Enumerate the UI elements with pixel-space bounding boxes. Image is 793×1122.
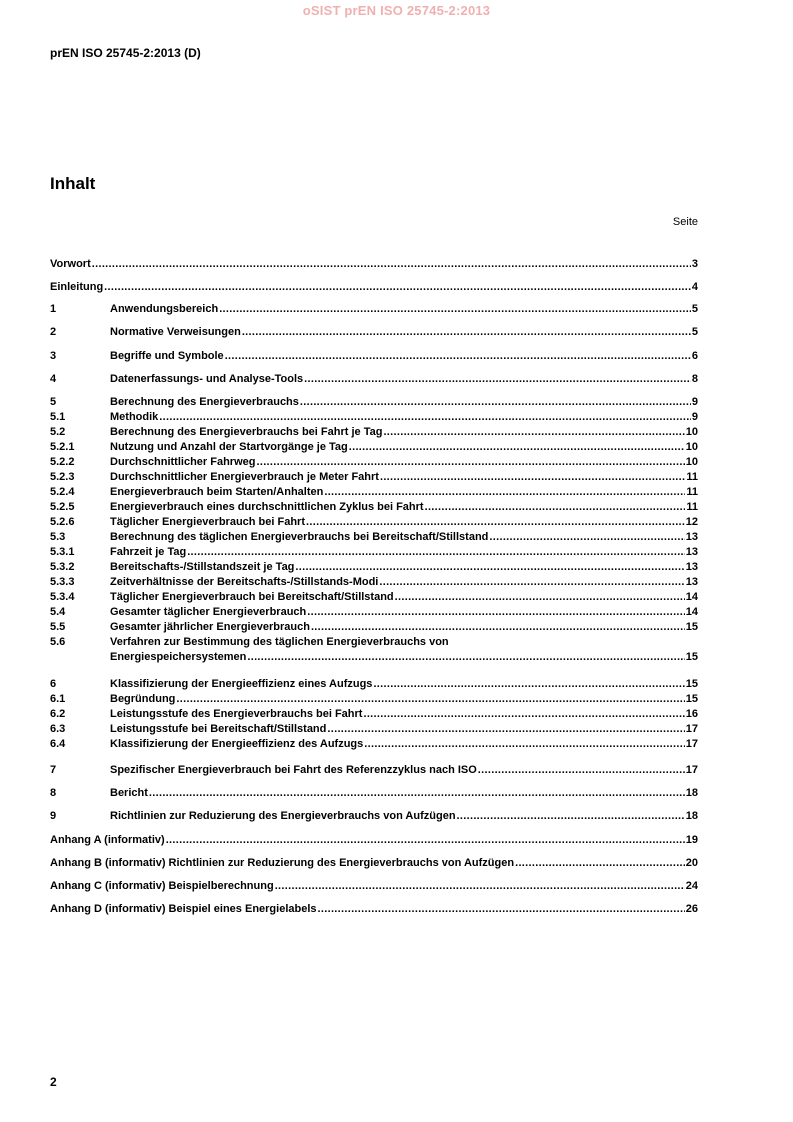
toc-entry-leader [110,396,698,409]
toc-entry-page: 8 [691,373,698,385]
toc-entry-label: Methodik [110,411,159,423]
dot-leader [242,326,691,339]
toc-entry-leader [110,708,698,721]
toc-entry-number: 6.2 [50,708,66,720]
toc-entry[interactable] [50,326,698,339]
toc-entry-leader [50,880,698,893]
dot-leader [92,258,691,271]
dot-leader [304,373,691,386]
toc-entry-leader [50,281,698,294]
page-title: Inhalt [50,174,96,193]
toc-entry-number: 1 [50,303,57,315]
dot-leader [364,738,684,751]
dot-leader [363,708,684,721]
dot-leader [187,546,685,559]
toc-entry-leader [110,576,698,589]
toc-entry-page: 11 [686,486,698,498]
toc-entry-number: 6.3 [50,723,66,735]
dot-leader [225,350,691,363]
toc-entry-page: 6 [691,350,698,362]
toc-entry[interactable] [50,606,698,619]
toc-entry[interactable] [50,857,698,870]
dot-leader [300,396,691,409]
toc-entry-label: Gesamter täglicher Energieverbrauch [110,606,307,618]
toc-entry-label: Begründung [110,693,176,705]
toc-entry-number: 5.2.5 [50,501,75,513]
toc-entry[interactable] [50,396,698,409]
toc-entry[interactable] [50,516,698,529]
toc-entry-page: 11 [686,501,698,513]
toc-entry-number: 6.4 [50,738,66,750]
toc-entry-label: Bereitschafts-/Stillstandszeit je Tag [110,561,295,573]
toc-entry-leader [110,373,698,386]
toc-entry[interactable] [50,693,698,706]
toc-entry-page: 15 [685,693,698,705]
toc-entry[interactable] [50,471,698,484]
toc-entry-leader [110,501,698,514]
toc-entry-leader [110,411,698,424]
toc-entry-leader [110,764,698,777]
document-identifier: prEN ISO 25745-2:2013 (D) [50,46,201,60]
toc-entry[interactable] [50,350,698,363]
toc-entry-label: Leistungsstufe bei Bereitschaft/Stillstand [110,723,327,735]
toc-entry[interactable] [50,621,698,634]
toc-entry-label: Einleitung [50,281,104,293]
toc-entry-page: 10 [685,456,698,468]
dot-leader [318,903,685,916]
toc-entry-label: Datenerfassungs- und Analyse-Tools [110,373,304,385]
toc-entry-number: 6.1 [50,693,66,705]
toc-entry[interactable] [50,723,698,736]
toc-entry-page: 10 [685,441,698,453]
toc-entry-label: Täglicher Energieverbrauch bei Fahrt [110,516,306,528]
toc-entry-number: 5.1 [50,411,66,423]
toc-entry-leader [110,787,698,800]
toc-entry-number: 5 [50,396,57,408]
toc-entry-page: 9 [691,396,698,408]
toc-entry-label: Klassifizierung der Energieeffizienz eines Aufzugs [110,678,373,690]
toc-entry-label: Bericht [110,787,148,799]
toc-entry-label: Gesamter jährlicher Energieverbrauch [110,621,310,633]
page-column-header: Seite [672,216,698,228]
toc-entry-page: 10 [685,426,698,438]
toc-entry-label: Berechnung des Energieverbrauchs bei Fahrt je Tag [110,426,383,438]
dot-leader [478,764,685,777]
toc-entry-leader [110,456,698,469]
toc-entry-label: Anhang D (informativ) Beispiel eines Energielabels [50,903,317,915]
toc-entry-number: 2 [50,326,57,338]
toc-entry-page: 16 [685,708,698,720]
toc-entry-leader [110,621,698,634]
dot-leader [489,531,684,544]
toc-entry-leader [110,426,698,439]
toc-entry-page: 15 [685,621,698,633]
toc-entry[interactable] [50,258,698,271]
toc-entry-leader [110,651,698,664]
toc-entry-page: 17 [685,738,698,750]
dot-leader [373,678,684,691]
toc-entry-leader [110,350,698,363]
dot-leader [395,591,685,604]
toc-entry-page: 9 [691,411,698,423]
dot-leader [380,471,685,484]
toc-entry[interactable] [50,531,698,544]
toc-entry-page: 14 [685,606,698,618]
toc-entry-leader [110,561,698,574]
toc-entry-label: Durchschnittlicher Energieverbrauch je Meter Fahrt [110,471,379,483]
toc-entry[interactable] [50,411,698,424]
dot-leader [104,281,691,294]
toc-entry-number: 3 [50,350,57,362]
toc-entry[interactable] [50,441,698,454]
toc-entry-leader [110,303,698,316]
toc-entry-label: Spezifischer Energieverbrauch bei Fahrt des Referenzzyklus nach ISO [110,764,477,776]
toc-entry[interactable] [50,764,698,777]
toc-entry-leader [110,531,698,544]
dot-leader [327,723,684,736]
toc-entry[interactable] [50,303,698,316]
toc-entry-number: 5.5 [50,621,66,633]
toc-entry-leader [50,857,698,870]
toc-entry-number: 7 [50,764,57,776]
dot-leader [166,834,685,847]
dot-leader [247,651,684,664]
toc-entry-number: 5.3 [50,531,66,543]
dot-leader [219,303,691,316]
dot-leader [159,411,691,424]
toc-entry[interactable] [50,636,698,663]
toc-entry[interactable] [50,591,698,604]
toc-entry[interactable] [50,546,698,559]
dot-leader [425,501,686,514]
toc-entry-number: 5.2.6 [50,516,75,528]
toc-entry-page: 13 [685,546,698,558]
toc-entry[interactable] [50,456,698,469]
toc-entry-label: Begriffe und Symbole [110,350,224,362]
toc-entry-page: 11 [686,471,698,483]
toc-entry-page: 15 [685,651,698,663]
toc-entry-leader [110,516,698,529]
dot-leader [295,561,684,574]
toc-entry-label: Anhang A (informativ) [50,834,165,846]
toc-entry[interactable] [50,501,698,514]
toc-entry-page: 26 [685,903,698,915]
toc-entry-label: Anhang C (informativ) Beispielberechnung [50,880,274,892]
toc-entry-page: 24 [685,880,698,892]
toc-entry-label: Normative Verweisungen [110,326,241,338]
toc-entry-leader [110,441,698,454]
toc-entry-page: 13 [685,576,698,588]
toc-entry[interactable] [50,738,698,751]
toc-entry-label: Täglicher Energieverbrauch bei Bereitschaft/Stillstand [110,591,394,603]
toc-entry-label: Verfahren zur Bestimmung des täglichen Energieverbrauchs von [110,636,449,648]
toc-entry-page: 14 [685,591,698,603]
toc-entry-page: 17 [685,723,698,735]
toc-entry-number: 5.3.2 [50,561,75,573]
toc-entry[interactable] [50,880,698,893]
toc-entry-page: 17 [685,764,698,776]
toc-entry-label: Anhang B (informativ) Richtlinien zur Reduzierung des Energieverbrauchs von Aufzügen [50,857,515,869]
dot-leader [311,621,685,634]
dot-leader [349,441,685,454]
toc-entry-label: Berechnung des täglichen Energieverbrauchs bei Bereitschaft/Stillstand [110,531,489,543]
toc-entry-page: 19 [685,834,698,846]
dot-leader [457,810,685,823]
toc-entry-page: 5 [691,303,698,315]
toc-entry-label: Nutzung und Anzahl der Startvorgänge je Tag [110,441,348,453]
toc-entry-page: 3 [691,258,698,270]
toc-entry-page: 13 [685,531,698,543]
toc-entry-number: 5.2.3 [50,471,75,483]
toc-entry-label: Fahrzeit je Tag [110,546,187,558]
toc-entry-page: 13 [685,561,698,573]
toc-entry-leader [110,591,698,604]
dot-leader [324,486,685,499]
toc-entry-label: Richtlinien zur Reduzierung des Energieverbrauchs von Aufzügen [110,810,456,822]
toc-entry[interactable] [50,834,698,847]
toc-entry-number: 4 [50,373,57,385]
toc-entry-label: Anwendungsbereich [110,303,219,315]
toc-entry-label: Durchschnittlicher Fahrweg [110,456,256,468]
dot-leader [256,456,684,469]
toc-entry[interactable] [50,810,698,823]
toc-entry[interactable] [50,576,698,589]
toc-entry-number: 5.3.1 [50,546,75,558]
toc-entry-page: 4 [691,281,698,293]
toc-entry-number: 5.6 [50,636,66,648]
toc-entry-label-continued: Energiespeichersystemen [110,651,247,663]
dot-leader [515,857,685,870]
toc-entry-number: 9 [50,810,57,822]
toc-entry-leader [50,258,698,271]
toc-entry[interactable] [50,373,698,386]
toc-entry-page: 18 [685,787,698,799]
toc-entry-leader [110,546,698,559]
toc-entry-label: Klassifizierung der Energieeffizienz des Aufzugs [110,738,364,750]
toc-entry-page: 5 [691,326,698,338]
toc-entry-label: Leistungsstufe des Energieverbrauchs bei Fahrt [110,708,363,720]
toc-entry-number: 5.3.4 [50,591,75,603]
dot-leader [176,693,684,706]
toc-entry[interactable] [50,426,698,439]
dot-leader [383,426,684,439]
toc-entry[interactable] [50,281,698,294]
toc-entry-label: Energieverbrauch beim Starten/Anhalten [110,486,324,498]
toc-entry-number: 5.2.1 [50,441,75,453]
toc-entry-leader [50,834,698,847]
toc-entry-leader [110,606,698,619]
watermark: oSIST prEN ISO 25745-2:2013 [302,3,491,18]
toc-entry[interactable] [50,708,698,721]
dot-leader [275,880,685,893]
toc-entry-leader [110,486,698,499]
toc-entry-leader [110,471,698,484]
dot-leader [149,787,685,800]
toc-entry-page: 15 [685,678,698,690]
toc-entry[interactable] [50,561,698,574]
toc-entry-number: 8 [50,787,57,799]
toc-entry-number: 5.2 [50,426,66,438]
page-number: 2 [50,1075,57,1089]
dot-leader [307,606,685,619]
toc-entry-number: 5.2.2 [50,456,75,468]
toc-entry-label: Berechnung des Energieverbrauchs [110,396,299,408]
toc-entry-number: 5.3.3 [50,576,75,588]
toc-entry-page: 20 [685,857,698,869]
toc-entry-number: 6 [50,678,57,690]
toc-entry-leader [110,810,698,823]
toc-entry-number: 5.4 [50,606,66,618]
toc-entry[interactable] [50,787,698,800]
toc-entry[interactable] [50,678,698,691]
toc-entry-leader [110,738,698,751]
toc-entry-label: Vorwort [50,258,91,270]
dot-leader [306,516,685,529]
toc-entry-leader [110,326,698,339]
toc-entry-leader [110,678,698,691]
toc-entry-leader [110,723,698,736]
toc-entry-number: 5.2.4 [50,486,75,498]
toc-entry-label: Zeitverhältnisse der Bereitschafts-/Stillstands-Modi [110,576,379,588]
toc-entry-page: 18 [685,810,698,822]
dot-leader [379,576,684,589]
toc-entry-leader [50,903,698,916]
toc-entry-leader [110,693,698,706]
toc-entry[interactable] [50,486,698,499]
toc-entry[interactable] [50,903,698,916]
toc-entry-label: Energieverbrauch eines durchschnittlichen Zyklus bei Fahrt [110,501,424,513]
toc-entry-page: 12 [685,516,698,528]
